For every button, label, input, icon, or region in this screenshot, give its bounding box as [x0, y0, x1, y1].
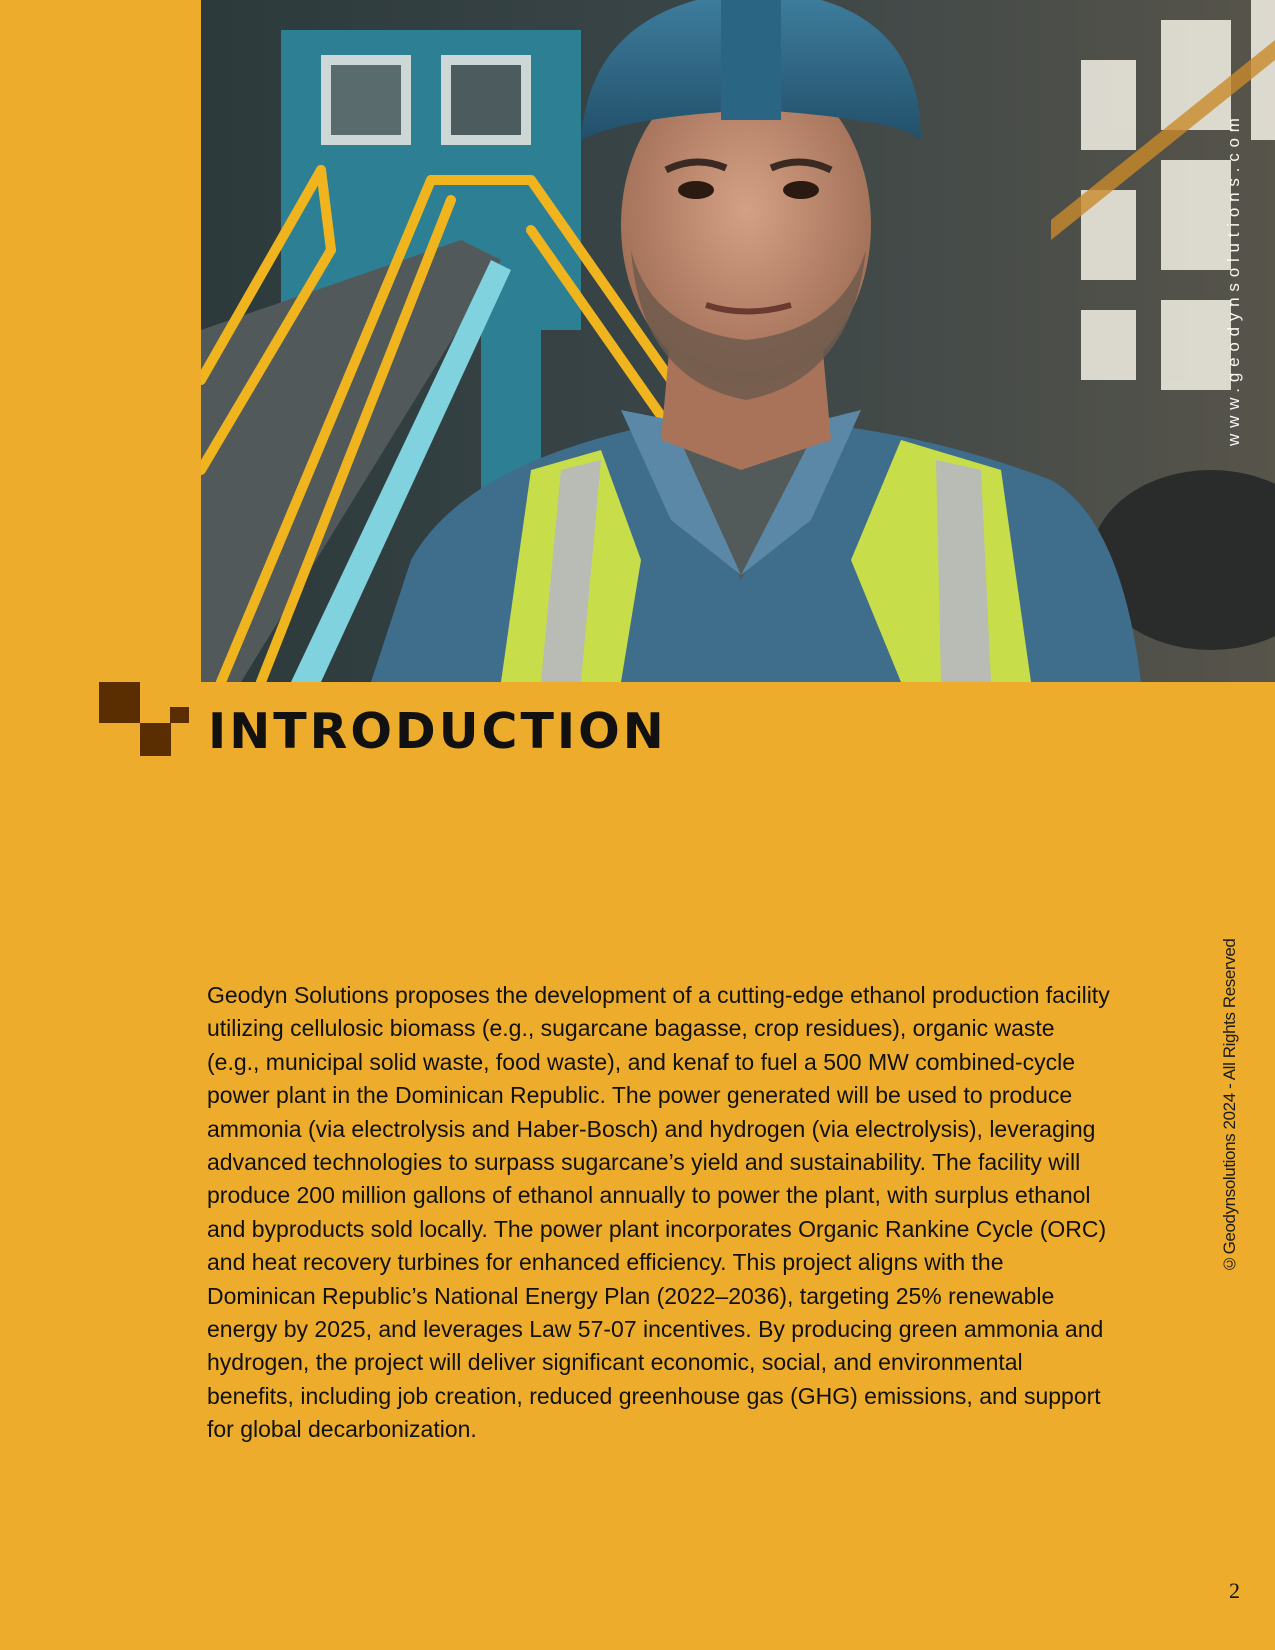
pixel-block-medium	[140, 723, 171, 756]
pixel-block-large	[99, 682, 140, 723]
intro-paragraph: Geodyn Solutions proposes the development of a cutting-edge ethanol production facility utilizing cellulosic biomass (e.g., sugarcane bagasse, crop residues), organic waste (e.g., municipal solid waste, food waste), and kenaf to fuel a 500 MW combined-cycle power plant in the Dominican Republic. The power generated will be used to produce ammonia (via electrolysis and Haber-Bosch) and hydrogen (via electrolysis), leveraging advanced technologies to surpass sugarcane’s yield and sustainability. The facility will produce 200 million gallons of ethanol annually to power the plant, with surplus ethanol and byproducts sold locally. The power plant incorporates Organic Rankine Cycle (ORC) and heat recovery turbines for enhanced efficiency. This project aligns with the Dominican Republic’s National Energy Plan (2022–2036), targeting 25% renewable energy by 2025, and leverages Law 57-07 incentives. By producing green ammonia and hydrogen, the project will deliver significant economic, social, and environmental benefits, including job creation, reduced greenhouse gas (GHG) emissions, and support for global decarbonization.	[207, 982, 1110, 1443]
pixel-block-small	[170, 707, 189, 723]
worker-portrait-photo	[201, 0, 1275, 682]
hero-photo	[201, 0, 1275, 682]
copyright-notice: ©Geodynsolutions 2024 - All Rights Reserved	[1220, 938, 1239, 1274]
site-url[interactable]: www.geodynsolutions.com	[1224, 112, 1243, 446]
section-title: INTRODUCTION	[208, 703, 667, 760]
pixel-logo-mark	[99, 682, 189, 756]
page-number: 2	[1229, 1578, 1240, 1603]
